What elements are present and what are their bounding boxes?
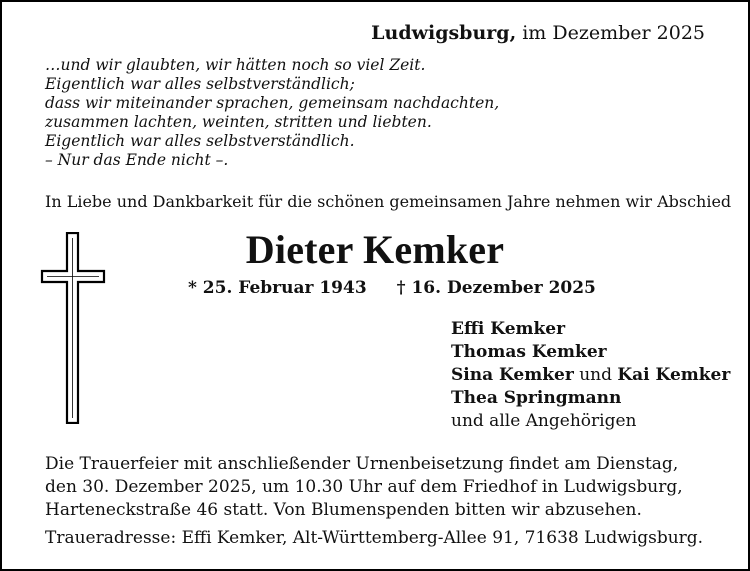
ceremony-line: den 30. Dezember 2025, um 10.30 Uhr auf dem Friedhof in Ludwigsburg, [45,477,683,497]
place: Ludwigsburg, [371,22,517,44]
mourner: Sina Kemker [451,365,574,385]
mourner-pair [451,364,730,387]
mourners-list [451,318,730,433]
intro-text: In Liebe und Dankbarkeit für die schönen gemeinsamen Jahre nehmen wir Abschied [45,192,732,211]
mourner: Thea Springmann [451,388,622,408]
poem-line: Eigentlich war alles selbstverständlich. [45,132,355,150]
ceremony-line: Harteneckstraße 46 statt. Von Blumenspenden bitten wir abzusehen. [45,500,642,520]
mourner: Thomas Kemker [451,342,607,362]
poem-line: – Nur das Ende nicht –. [45,151,229,169]
mourner: Kai Kemker [617,365,731,385]
poem [45,56,499,170]
poem-line: dass wir miteinander sprachen, gemeinsam nachdachten, [45,94,500,112]
poem-line: …und wir glaubten, wir hätten noch so viel Zeit. [45,56,426,74]
ceremony-line: Die Trauerfeier mit anschließender Urnenbeisetzung findet am Dienstag, [45,454,679,474]
date: im Dezember 2025 [522,22,705,44]
birth-date: * 25. Februar 1943 [188,278,367,298]
ceremony-info [45,453,683,522]
relatives: und alle Angehörigen [451,411,637,431]
poem-line: Eigentlich war alles selbstverständlich; [45,75,355,93]
mourner: Effi Kemker [451,319,566,339]
conjunction: und [579,365,612,385]
death-date: † 16. Dezember 2025 [396,278,596,298]
poem-line: zusammen lachten, weinten, stritten und liebten. [45,113,432,131]
life-dates [188,278,596,298]
deceased-name: Dieter Kemker [245,227,505,272]
place-date [371,22,705,44]
mourning-address: Traueradresse: Effi Kemker, Alt-Württemberg-Allee 91, 71638 Ludwigsburg. [45,528,704,548]
